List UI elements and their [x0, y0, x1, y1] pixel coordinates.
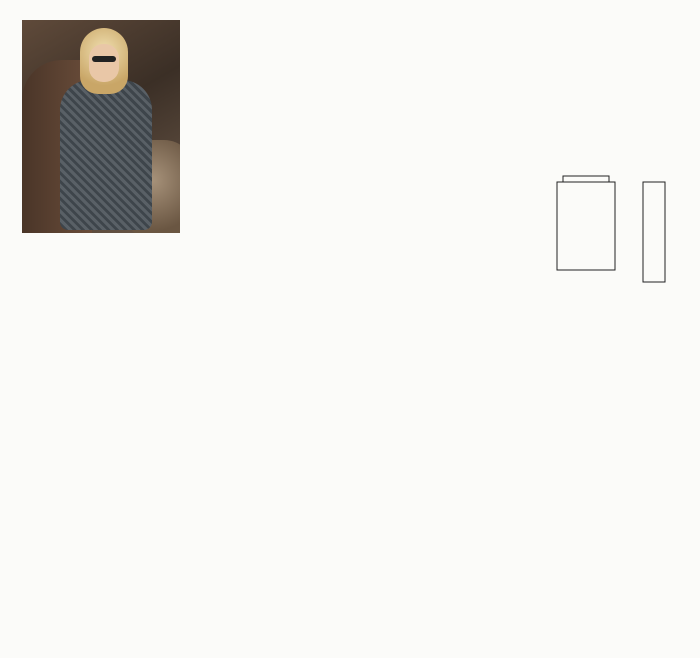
scheme2-chart: [355, 268, 525, 658]
photo-sweater: [60, 80, 152, 230]
pattern-pieces: [515, 160, 695, 310]
sleeve-piece-outline: [643, 182, 665, 282]
photo-face: [89, 44, 119, 82]
photo-sunglasses: [92, 56, 116, 62]
back-armhole-outline: [563, 176, 609, 182]
model-photo: [22, 20, 180, 233]
back-piece-outline: [557, 182, 615, 270]
scheme1-chart: [22, 450, 362, 650]
